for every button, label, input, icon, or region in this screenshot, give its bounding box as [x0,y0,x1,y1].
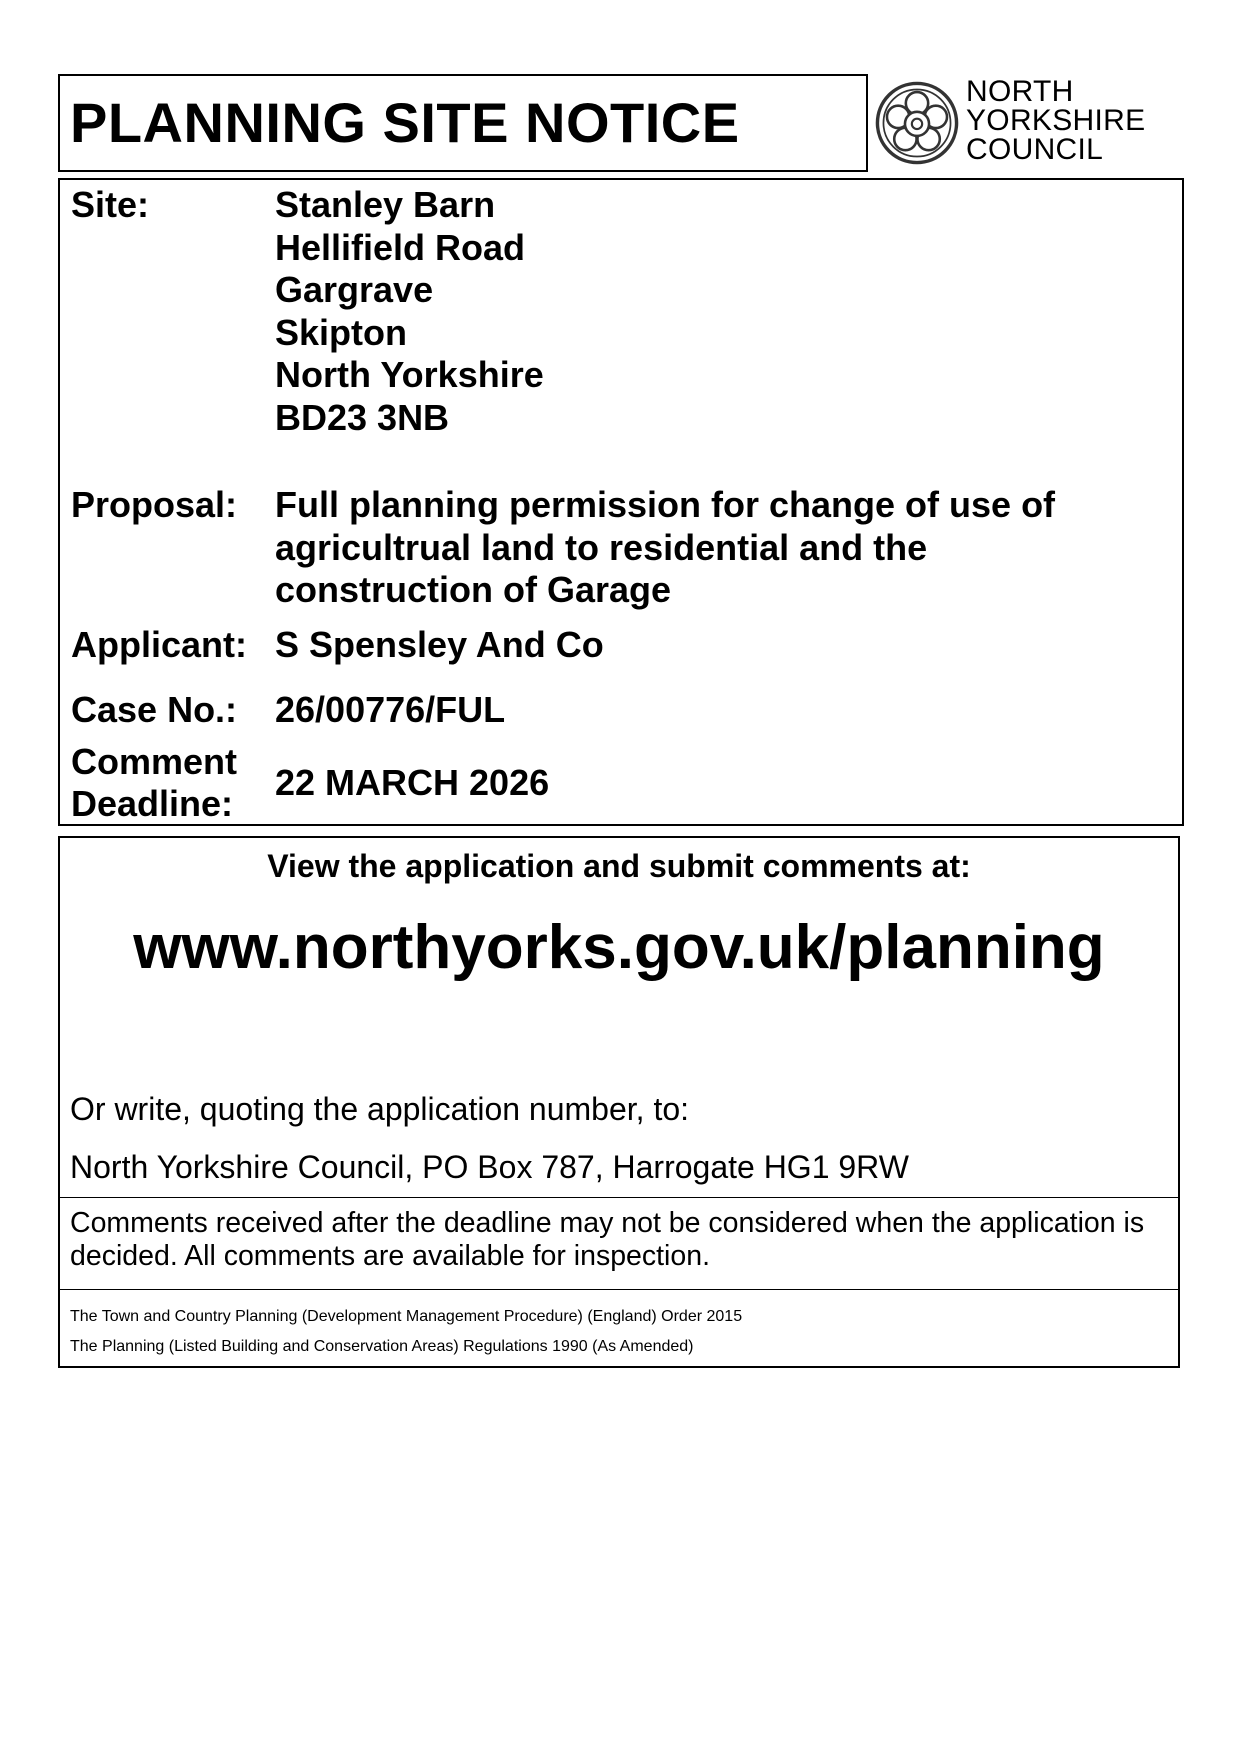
notice-title: PLANNING SITE NOTICE [70,91,740,154]
yorkshire-rose-icon [874,80,960,166]
deadline-label-line: Comment [71,741,238,782]
legal-reference: The Planning (Listed Building and Conservation Areas) Regulations 1990 (As Amended) [70,1338,694,1355]
council-name [966,77,1145,164]
site-line: Gargrave [275,269,434,310]
legal-reference: The Town and Country Planning (Development Management Procedure) (England) Order 2015 [70,1308,743,1325]
logo-word-yorkshire: YORKSHIRE [966,104,1146,137]
deadline-label-line: Deadline: [71,783,234,824]
site-line: North Yorkshire [275,354,544,395]
logo-word-council: COUNCIL [966,133,1104,166]
view-instruction: View the application and submit comments at: [267,848,971,884]
comment-info [58,836,1180,1368]
case-number: 26/00776/FUL [275,689,506,730]
proposal-line: Full planning permission for change of use of [275,484,1056,525]
proposal-label: Proposal: [71,484,238,525]
applicant-label: Applicant: [71,624,247,665]
write-instruction: Or write, quoting the application number, to: [70,1091,690,1127]
deadline-label [71,741,237,825]
proposal-line: agricultrual land to residential and the [275,526,928,568]
site-address [275,184,544,439]
site-line: Hellifield Road [275,226,526,268]
proposal-text [275,484,1055,612]
planning-website-link[interactable]: www.northyorks.gov.uk/planning [133,913,1105,982]
application-details [58,178,1184,826]
site-line: Skipton [275,311,407,353]
site-line: BD23 3NB [275,396,450,438]
logo-word-north: NORTH [966,75,1074,108]
comment-deadline: 22 MARCH 2026 [275,762,550,803]
divider [60,1289,1178,1290]
postal-address: North Yorkshire Council, PO Box 787, Harrogate HG1 9RW [70,1149,909,1185]
council-logo [866,74,1188,172]
proposal-line: construction of Garage [275,569,672,610]
divider [60,1197,1178,1198]
applicant-name: S Spensley And Co [275,624,604,665]
late-comments-notice: Comments received after the deadline may not be considered when the application is decided. All comments are available for inspection. [70,1207,1145,1272]
notice-header [58,74,1184,172]
case-number-label: Case No.: [71,689,238,730]
site-line: Stanley Barn [275,184,496,225]
site-label: Site: [71,184,150,225]
